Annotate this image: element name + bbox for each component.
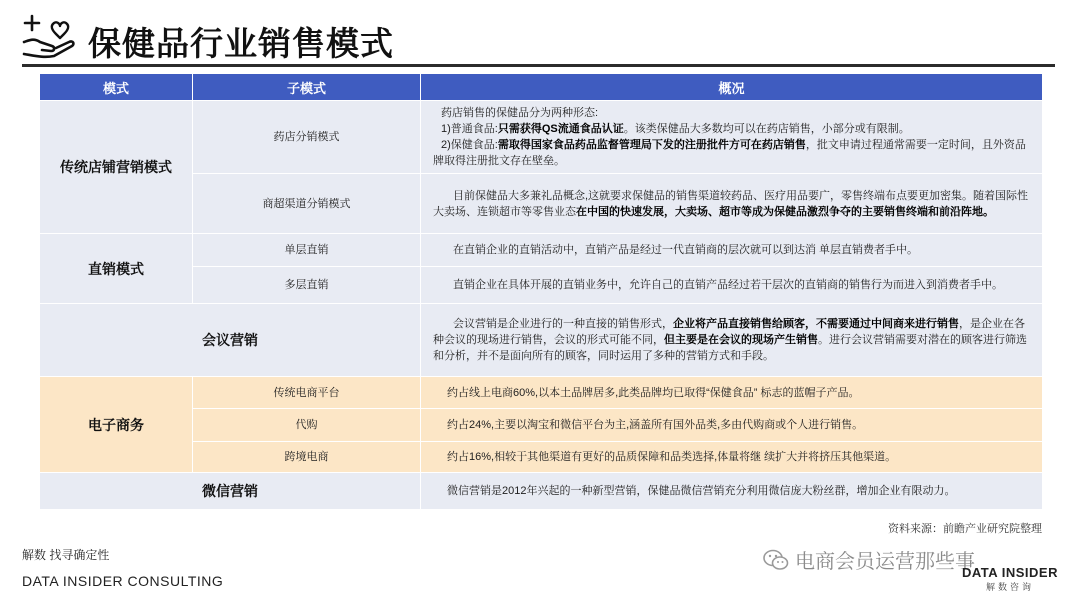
page-header — [22, 8, 1062, 64]
mode-wechat: 微信营销 — [40, 473, 421, 510]
desc-daigou: 约占24%,主要以淘宝和微信平台为主,涵盖所有国外品类,多由代购商或个人进行销售。 — [421, 409, 1043, 442]
desc-platform: 约占线上电商60%,以本土品牌居多,此类品牌均已取得“保健食品” 标志的蓝帽子产品。 — [421, 377, 1043, 409]
submode-crossborder: 跨境电商 — [193, 442, 421, 473]
submode-daigou: 代购 — [193, 409, 421, 442]
brand-logo — [962, 565, 1058, 593]
table-row — [40, 473, 1043, 510]
table-row — [40, 101, 1043, 174]
mode-conference: 会议营销 — [40, 304, 421, 377]
hand-plus-icon — [22, 12, 78, 60]
desc-multi: 直销企业在具体开展的直销业务中，允许自己的直销产品经过若干层次的直销商的销售行为而进入到消费者手中。 — [421, 267, 1043, 304]
footer-tagline: 解数 找寻确定性 — [22, 548, 110, 562]
wechat-watermark — [763, 545, 975, 574]
source-note: 资料来源：前瞻产业研究院整理 — [888, 523, 1042, 535]
brand-name: DATA INSIDER — [961, 565, 1058, 580]
desc-supermarket: 目前保健品大多兼礼品概念,这就要求保健品的销售渠道较药品、医疗用品要广，零售终端布点要更加密集。随着国际性大卖场、连锁超市等零售业态在中国的快速发展，大卖场、超市等成为保健品激烈争夺的主要销售终端和前沿阵地。 — [421, 174, 1043, 234]
table-row — [40, 234, 1043, 267]
sales-mode-table — [39, 73, 1043, 510]
table-header-row — [40, 74, 1043, 101]
submode-multi: 多层直销 — [193, 267, 421, 304]
submode-platform: 传统电商平台 — [193, 377, 421, 409]
desc-conference: 会议营销是企业进行的一种直接的销售形式，企业将产品直接销售给顾客，不需要通过中间商来进行销售，是企业在各种会议的现场进行销售，会议的形式可能不同，但主要是在会议的现场产生销售。进行会议营销需要对潜在的顾客进行筛选和分析，并不是面向所有的顾客，同时运用了多种的营销方式和手段。 — [421, 304, 1043, 377]
footer-company: DATA INSIDER CONSULTING — [22, 573, 224, 589]
footer-left — [22, 546, 223, 589]
mode-traditional: 传统店铺营销模式 — [40, 101, 193, 234]
mode-direct: 直销模式 — [40, 234, 193, 304]
submode-pharmacy: 药店分销模式 — [193, 101, 421, 174]
desc-crossborder: 约占16%,相较于其他渠道有更好的品质保障和品类选择,体量将继 续扩大并将挤压其他渠道。 — [421, 442, 1043, 473]
brand-subtitle: 解数咨询 — [985, 582, 1034, 592]
desc-wechat: 微信营销是2012年兴起的一种新型营销，保健品微信营销充分利用微信庞大粉丝群，增加企业有限动力。 — [421, 473, 1043, 510]
wechat-icon — [763, 549, 789, 571]
header-mode: 模式 — [40, 74, 193, 101]
title-divider — [22, 64, 1055, 67]
desc-line: 2)保健食品:需取得国家食品药品监督管理局下发的注册批件方可在药店销售，批文申请过程通常需要一定时间，且外资品牌取得注册批文存在壁垒。 — [433, 139, 1026, 167]
watermark-text: 电商会员运营那些事 — [795, 551, 975, 573]
page-title: 保健品行业销售模式 — [88, 25, 394, 62]
desc-pharmacy — [421, 101, 1043, 174]
mode-ecommerce: 电子商务 — [40, 377, 193, 473]
table-row — [40, 377, 1043, 409]
submode-single: 单层直销 — [193, 234, 421, 267]
desc-line: 1)普通食品:只需获得QS流通食品认证。该类保健品大多数均可以在药店销售，小部分或有限制。 — [441, 123, 910, 135]
header-submode: 子模式 — [193, 74, 421, 101]
header-overview: 概况 — [421, 74, 1043, 101]
desc-line: 药店销售的保健品分为两种形态: — [441, 107, 599, 119]
desc-single: 在直销企业的直销活动中，直销产品是经过一代直销商的层次就可以到达消 单层直销费者手中。 — [421, 234, 1043, 267]
submode-supermarket: 商超渠道分销模式 — [193, 174, 421, 234]
table-row — [40, 304, 1043, 377]
